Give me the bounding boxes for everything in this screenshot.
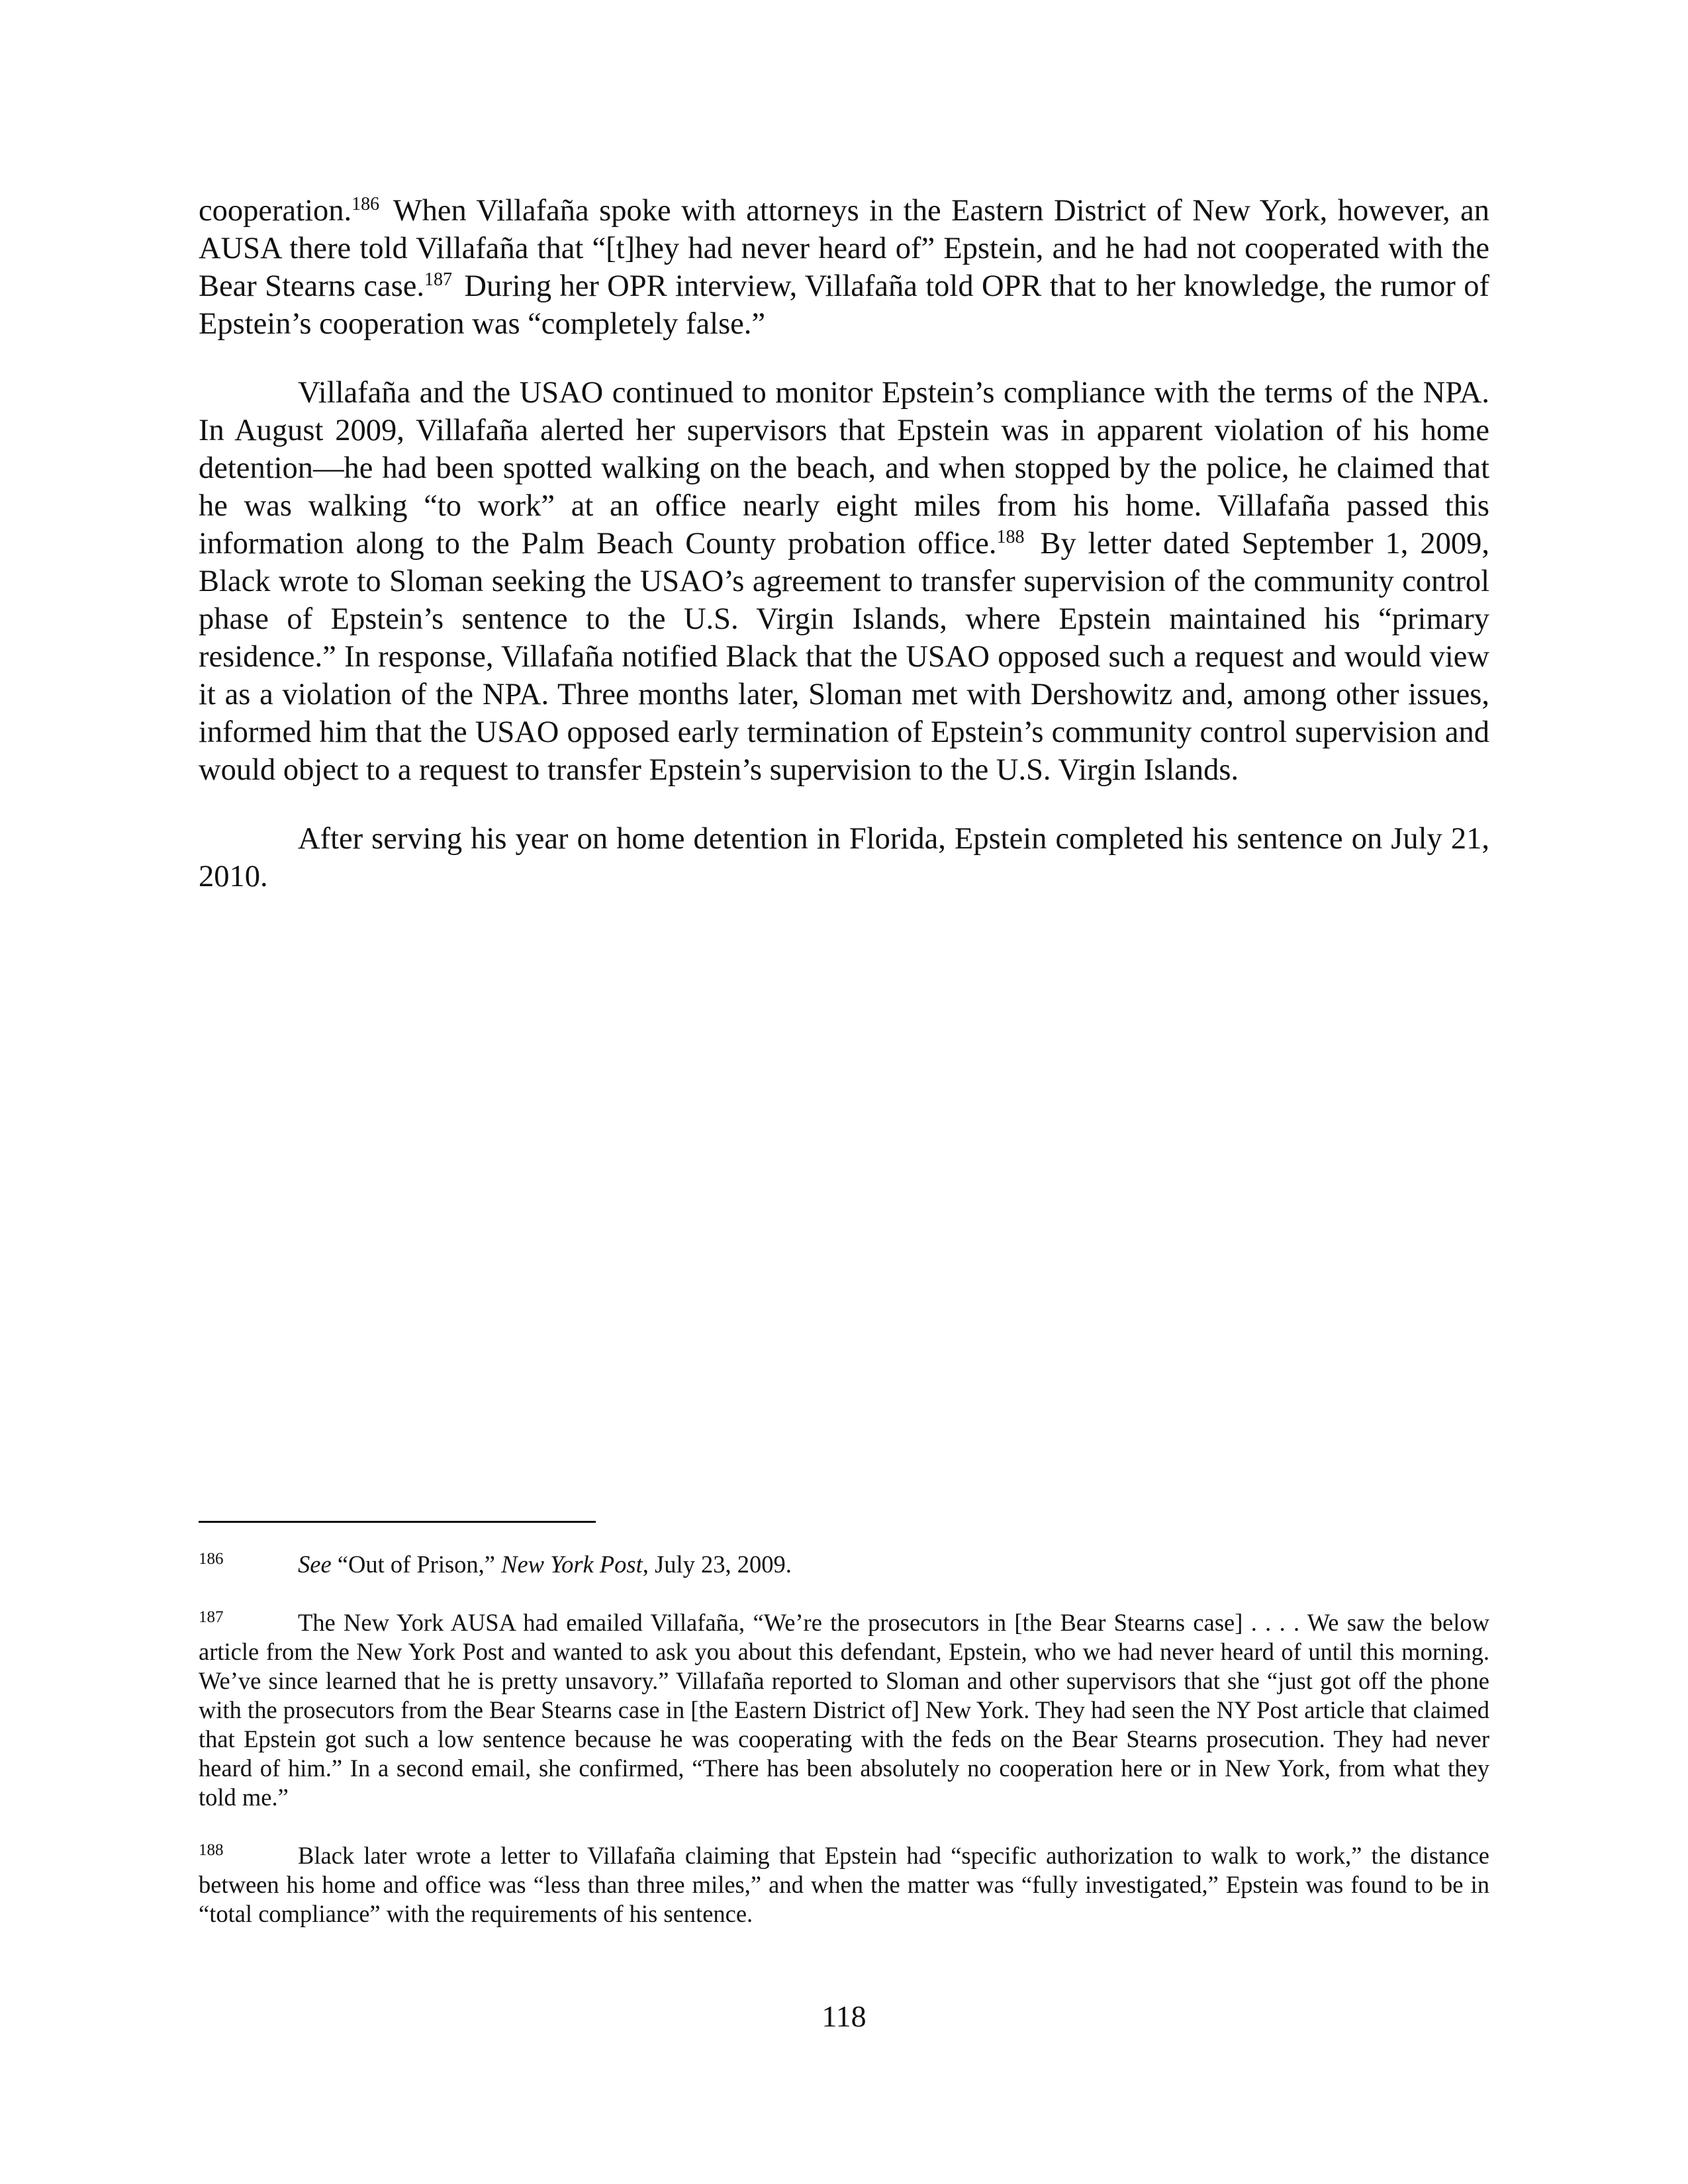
- footnotes: [199, 1550, 1489, 1958]
- text-run: The New York AUSA had emailed Villafaña, “We’re the prosecutors in [the Bear Stearns case] . . . . We saw the below article from the New York Post and wanted to ask you about this defendant, Epstein, who we had never heard of until this morning. We’ve since learned that he is pretty unsavory.” Villafaña reported to Sloman and other supervisors that she “just got off the phone with the prosecutors from the Bear Stearns case in [the Eastern District of] New York. They had seen the NY Post article that claimed that Epstein got such a low sentence because he was cooperating with the feds on the Bear Stearns prosecution. They had never heard of him.” In a second email, she confirmed, “There has been absolutely no cooperation here or in New York, from what they told me.”: [199, 1609, 1489, 1811]
- text-run: By letter dated September 1, 2009, Black wrote to Sloman seeking the USAO’s agreement to transfer supervision of the community control phase of Epstein’s sentence to the U.S. Virgin Islands, where Epstein maintained his “primary residence.” In response, Villafaña notified Black that the USAO opposed such a request and would view it as a violation of the NPA. Three months later, Sloman met with Dershowitz and, among other issues, informed him that the USAO opposed early termination of Epstein’s community control supervision and would object to a request to transfer Epstein’s supervision to the U.S. Virgin Islands.: [199, 527, 1489, 787]
- text-run: After serving his year on home detention in Florida, Epstein completed his sentence on July 21, 2010.: [199, 822, 1489, 893]
- footnote-reference[interactable]: 188: [996, 526, 1025, 547]
- publication-title: New York Post: [501, 1551, 643, 1578]
- footnote-separator: [199, 1521, 596, 1523]
- citation-signal: See: [298, 1551, 332, 1578]
- footnote: 187 The New York AUSA had emailed Villafaña, “We’re the prosecutors in [the Bear Stearns case] . . . . We saw the below article from the New York Post and wanted to ask you about this defendant, Epstein, who we had never heard of until this morning. We’ve since learned that he is pretty unsavory.” Villafaña reported to Sloman and other supervisors that she “just got off the phone with the prosecutors from the Bear Stearns case in [the Eastern District of] New York. They had seen the NY Post article that claimed that Epstein got such a low sentence because he was cooperating with the feds on the Bear Stearns prosecution. They had never heard of him.” In a second email, she confirmed, “There has been absolutely no cooperation here or in New York, from what they told me.”: [199, 1608, 1489, 1811]
- page-number: 118: [821, 1999, 867, 2033]
- text-run: “Out of Prison,”: [331, 1551, 502, 1578]
- body-text: [199, 192, 1489, 927]
- text-run: cooperation.: [199, 194, 352, 228]
- text-run: When Villafaña spoke with attorneys in the Eastern District of New York, however, an AUSA there told Villafaña that “[t]hey had never heard of” Epstein, and he had not cooperated with the Bear Stearns case.: [199, 194, 1489, 303]
- footnote-reference[interactable]: 186: [352, 193, 380, 214]
- body-paragraph: [199, 374, 1489, 789]
- footnote: 186 See “Out of Prison,” New York Post, July 23, 2009.: [199, 1549, 792, 1578]
- body-paragraph: [199, 192, 1489, 343]
- text-run: During her OPR interview, Villafaña told OPR that to her knowledge, the rumor of Epstein’s cooperation was “completely false.”: [199, 269, 1489, 341]
- footnote: 188 Black later wrote a letter to Villafaña claiming that Epstein had “specific authorization to walk to work,” the distance between his home and office was “less than three miles,” and when the matter was “fully investigated,” Epstein was found to be in “total compliance” with the requirements of his sentence.: [199, 1841, 1489, 1927]
- footnote-reference[interactable]: 187: [424, 269, 453, 290]
- text-run: Villafaña and the USAO continued to monitor Epstein’s compliance with the terms of the NPA. In August 2009, Villafaña alerted her supervisors that Epstein was in apparent violation of his home detention—he had been spotted walking on the beach, and when stopped by the police, he claimed that he was walking “to work” at an office nearly eight miles from his home. Villafaña passed this information along to the Palm Beach County probation office.: [199, 376, 1489, 561]
- body-paragraph: [199, 820, 1489, 895]
- text-run: , July 23, 2009.: [642, 1551, 792, 1578]
- text-run: Black later wrote a letter to Villafaña claiming that Epstein had “specific authorization to walk to work,” the distance between his home and office was “less than three miles,” and when the matter was “fully investigated,” Epstein was found to be in “total compliance” with the requirements of his sentence.: [199, 1842, 1489, 1927]
